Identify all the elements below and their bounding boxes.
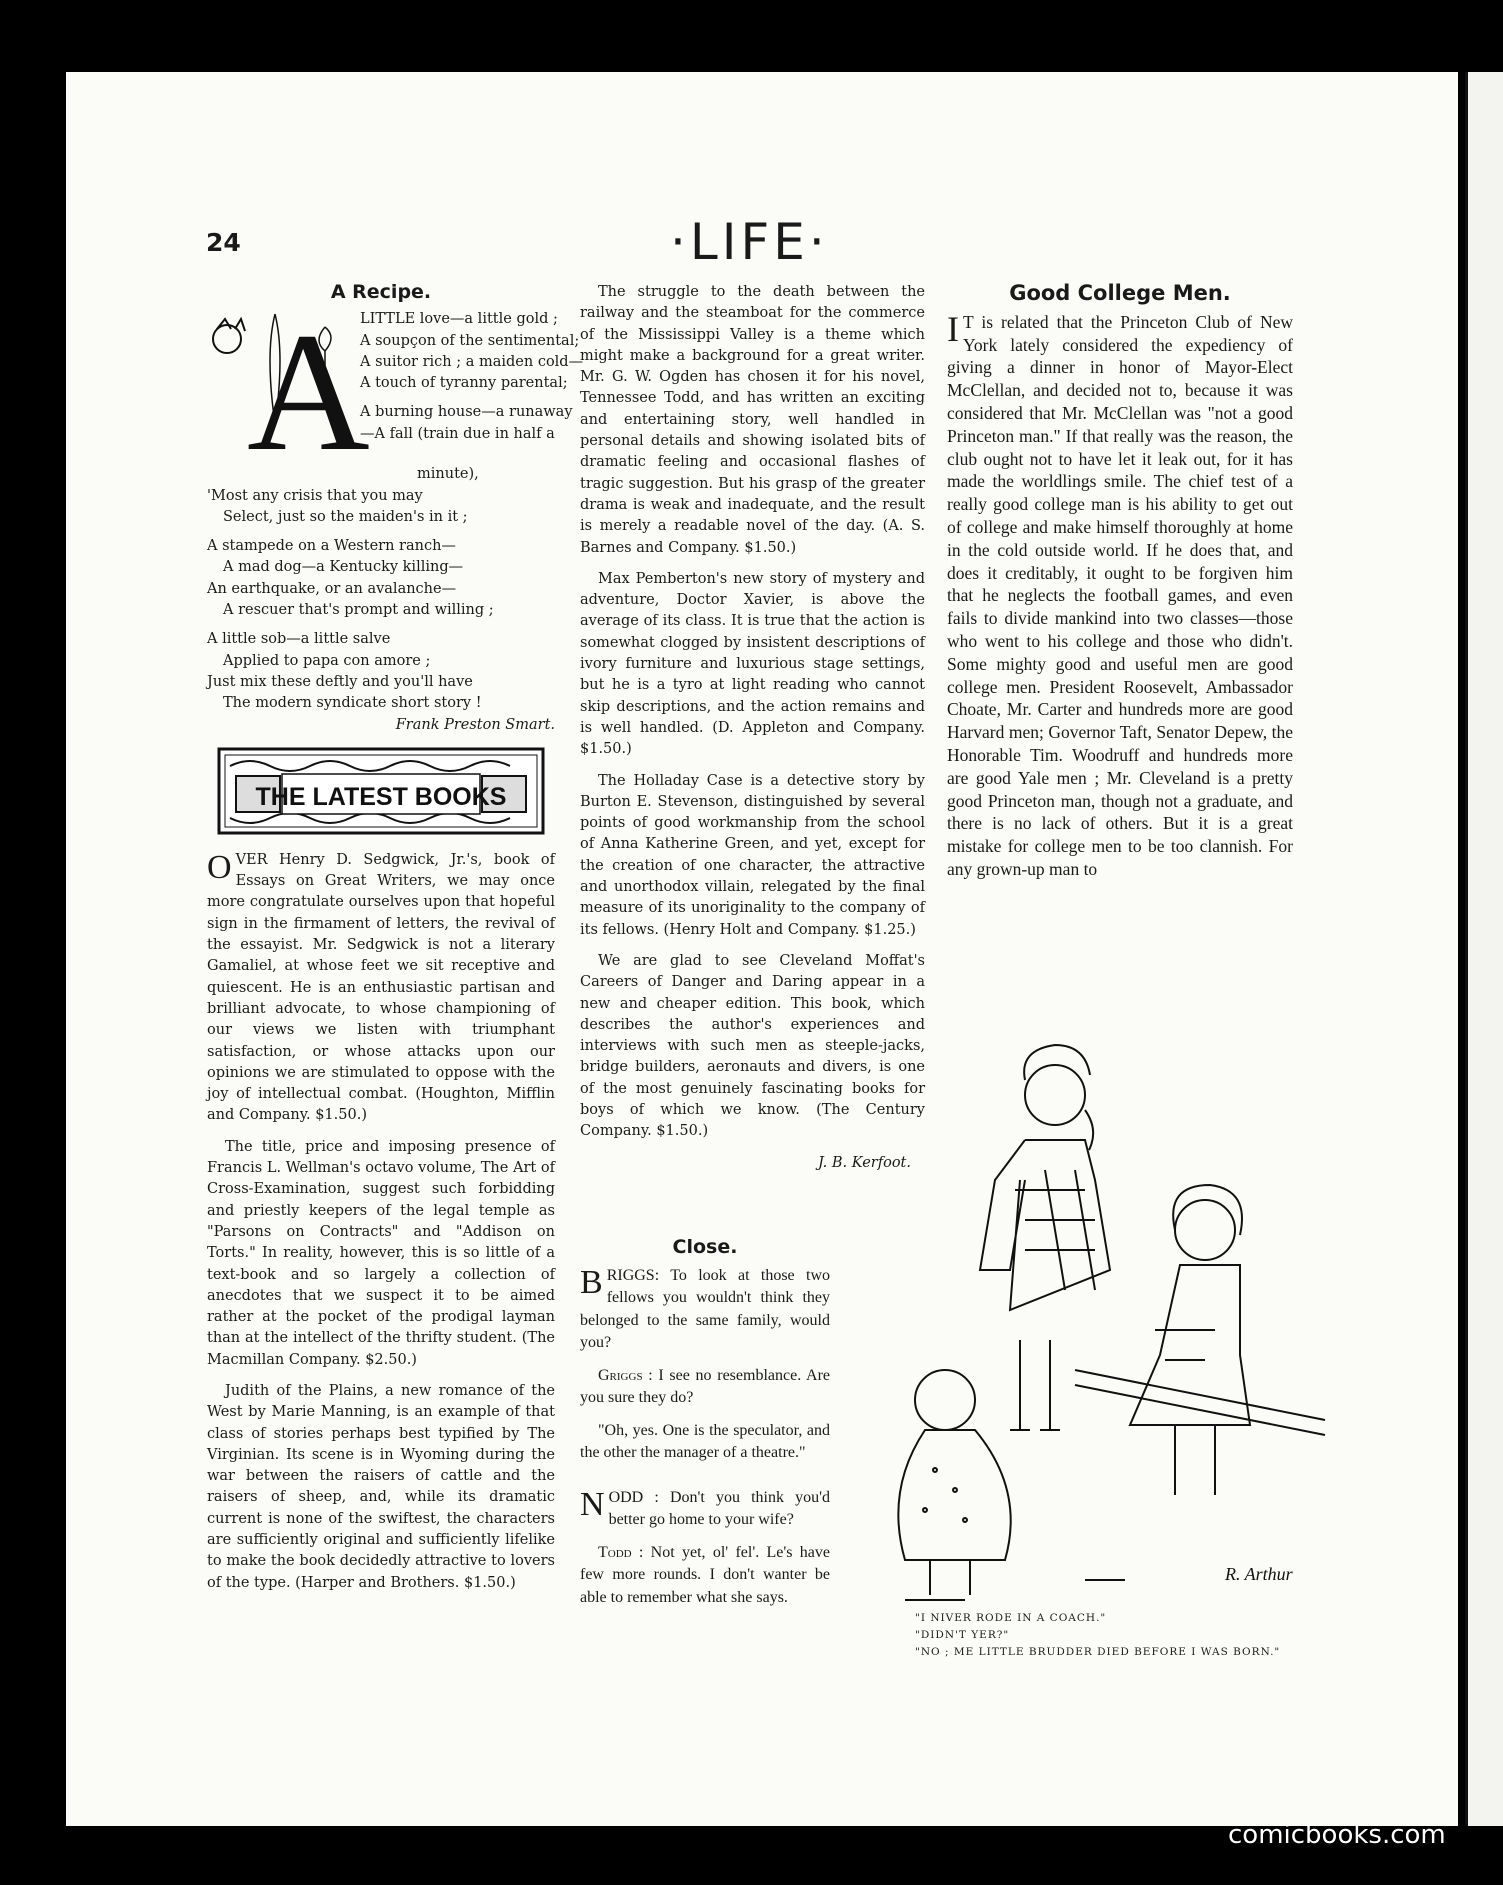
recipe-title: A Recipe. [330, 281, 432, 303]
poem-line: —A fall (train due in half a [360, 425, 555, 442]
close-line: Griggs : I see no resemblance. Are you sure they do? [580, 1366, 830, 1406]
children-cartoon-illustration [885, 1040, 1325, 1630]
close-joke [580, 1236, 830, 1619]
page-number: 24 [206, 228, 241, 257]
caption-line: "NO ; ME LITTLE BRUDDER DIED BEFORE I WAS BORN." [915, 1646, 1281, 1658]
poem-line: A burning house—a runaway [360, 404, 573, 421]
drop-cap: O [207, 848, 232, 886]
poem-line: An earthquake, or an avalanche— [207, 580, 457, 597]
svg-text:R. Arthur: R. Arthur [1225, 1564, 1293, 1584]
cartoon-caption [915, 1610, 1280, 1661]
poem-line: Select, just so the maiden's in it ; [223, 508, 468, 525]
nodd-line: NODD : Don't you think you'd better go home to your wife? [580, 1485, 830, 1528]
todd-line: Todd : Not yet, ol' fel'. Le's have few more rounds. I don't wanter be able to remember what she says. [580, 1543, 830, 1606]
poem-line: A mad dog—a Kentucky killing— [223, 559, 464, 576]
latest-books-heading: THE LATEST BOOKS [255, 782, 507, 811]
drop-cap: I [947, 308, 959, 349]
poem-line: A soupçon of the sentimental; [360, 332, 580, 349]
poem-line: LITTLE love—a little gold ; [360, 311, 558, 328]
poem-line: A touch of tyranny parental; [360, 375, 568, 392]
next-page-edge [1465, 72, 1503, 1826]
column-left [207, 281, 584, 1604]
site-watermark: comicbooks.com [1228, 1820, 1446, 1850]
review-moffat: We are glad to see Cleveland Moffat's Careers of Danger and Daring appear in a new and cheaper edition. This book, which describes the author's experiences and interviews with such men as steeple-jacks, bridge builders, aeronauts and divers, is one of the most genuinely fascinating books for boys of which we know. (The Century Company. $1.50.) [580, 952, 925, 1140]
close-title: Close. [672, 1236, 738, 1258]
poem-line: minute), [417, 466, 479, 483]
review-stevenson: The Holladay Case is a detective story by Burton E. Stevenson, distinguished by several points of good workmanship from the school of Anna Katherine Green, and yet, except for the creation of one character, the attractive and unorthodox villain, relegated by the final measure of its unoriginality to the company of its fellows. (Henry Holt and Company. $1.25.) [580, 772, 925, 938]
poem-line: A suitor rich ; a maiden cold— [360, 353, 584, 370]
review-wellman: The title, price and imposing presence of Francis L. Wellman's octavo volume, The Art of Cross-Examination, suggest such forbidding and priestly keepers of the legal temple as "Parsons on Contracts" and "Addison on Torts." In reality, however, this is so little of a text-book and so largely a collection of anecdotes that we suspect it to be aimed rather at the pocket of the prodigal layman than at the intellect of the thrifty student. (The Macmillan Company. $2.50.) [207, 1138, 555, 1368]
poem-line: Applied to papa con amore ; [223, 652, 431, 669]
masthead-title: ·LIFE· [670, 213, 829, 271]
poem-line: 'Most any crisis that you may [207, 487, 423, 504]
drop-cap: N [580, 1485, 605, 1523]
poem-line: Just mix these deftly and you'll have [207, 673, 473, 690]
poem-line: A rescuer that's prompt and willing ; [223, 602, 494, 619]
poem-line: A stampede on a Western ranch— [207, 538, 456, 555]
caption-line: "DIDN'T YER?" [915, 1629, 1010, 1641]
review-pemberton: Max Pemberton's new story of mystery and adventure, Doctor Xavier, is above the average of its class. It is true that the action is somewhat clogged by insistent descriptions of ivory furniture and luxurious stage settings, but he is a tyro at light reading who cannot skip descriptions, and the action remains and is well handled. (D. Appleton and Company. $1.50.) [580, 570, 925, 758]
poem-line: The modern syndicate short story ! [223, 695, 482, 712]
recipe-author: Frank Preston Smart. [395, 716, 555, 733]
review-manning: Judith of the Plains, a new romance of the West by Marie Manning, is an example of that class of stories perhaps best typified by The Virginian. Its scene is in Wyoming during the war between the raisers of cattle and the raisers of sheep, and, while its dramatic current is none of the swiftest, the characters are sufficiently original and sufficiently lifelike to make the book decidedly attractive to lovers of the type. (Harper and Brothers. $1.50.) [207, 1382, 555, 1591]
review-sedgwick: OVER Henry D. Sedgwick, Jr.'s, book of Essays on Great Writers, we may once more congratulate ourselves upon that hopeful sign in the firmament of letters, the revival of the essayist. Mr. Sedgwick is not a literary Gamaliel, at whose feet we sit receptive and quiescent. He is an enthusiastic partisan and brilliant advocate, to whose championing of our views we listen with triumphant satisfaction, or whose attacks upon our opinions we are stimulated to oppose with the joy of intellectual combat. (Houghton, Mifflin and Company. $1.50.) [207, 848, 555, 1124]
reviewer-signature: J. B. Kerfoot. [818, 1154, 911, 1171]
latest-books-banner [216, 746, 546, 836]
column-middle [580, 282, 925, 1174]
close-line: "Oh, yes. One is the speculator, and the other the manager of a theatre." [580, 1421, 830, 1461]
caption-line: "I NIVER RODE IN A COACH." [915, 1612, 1107, 1624]
college-article: I T is related that the Princeton Club of New York lately considered the expediency of giving a dinner in honor of Mayor-Elect McClellan, and decided not to, because it was considered that Mr. McClellan was "not a good Princeton man." If that really was the reason, the club ought not to have let it leak out, for it has made the worldlings smile. The chief test of a really good college man is his ability to get out of college and make himself thoroughly at home in the cold outside world. If he does that, and does it creditably, it ought to be forgiven him that he neglects the football games, and even fails to divide mankind into two classes—those who went to his college and those who didn't. Some mighty good and useful men are good college men. President Roosevelt, Ambassador Choate, Mr. Carter and hundreds more are good Harvard men; Governor Taft, Senator Depew, the Honorable Tim. Woodruff and hundreds more are good Yale men ; Mr. Cleveland is a pretty good Princeton man, though not a graduate, and there is no lack of others. But it is a great mistake for college men to be too clannish. For any grown-up man to [947, 308, 1293, 879]
close-line: BRIGGS: To look at those two fellows you wouldn't think they belonged to the same family, would you? [580, 1263, 830, 1351]
college-title: Good College Men. [1009, 281, 1231, 305]
drop-cap: B [580, 1263, 603, 1301]
poem-line: A little sob—a little salve [207, 631, 391, 648]
review-ogden: The struggle to the death between the railway and the steamboat for the commerce of the Mississippi Valley is a theme which might make a background for a great writer. Mr. G. W. Ogden has chosen it for his novel, Tennessee Todd, and has written an exciting and entertaining story, well handled in personal details and showing isolated bits of dramatic feeling and occasional flashes of tragic suggestion. But his grasp of the greater drama is weak and inadequate, and the result is merely a readable novel of the day. (A. S. Barnes and Company. $1.50.) [580, 284, 925, 556]
decorated-letter-a-icon [207, 298, 370, 487]
column-right [947, 282, 1293, 891]
decorated-letter: A [247, 298, 370, 487]
